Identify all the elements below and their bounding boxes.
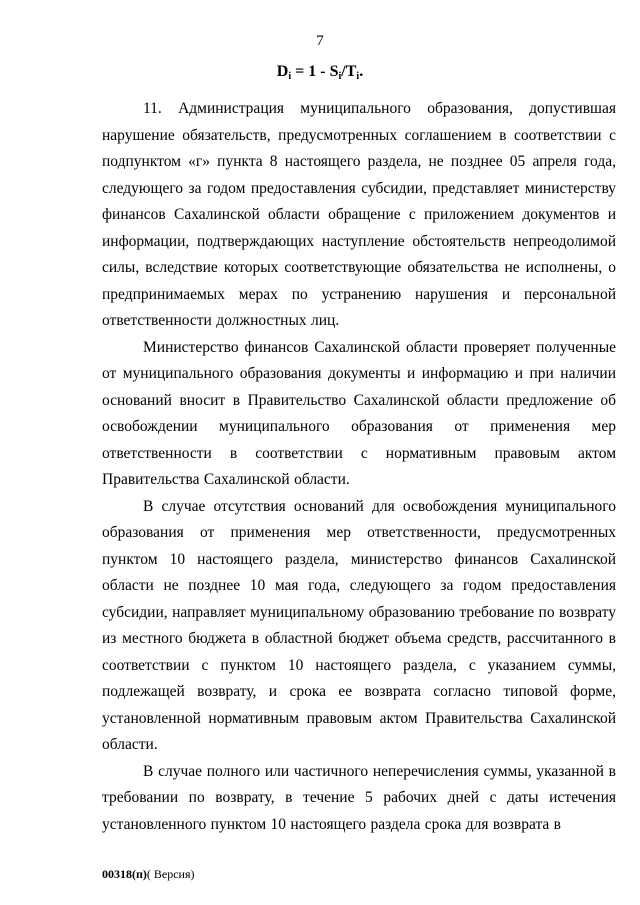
formula-s: S — [329, 63, 339, 80]
paragraph-ministry-review: Министерство финансов Сахалинской области проверяет полученные от муниципального образования документы и информацию и при наличии оснований вносит в Правительство Сахалинской области предложение об освобождении муниципального образования от применения мер ответственности в соответствии с нормативным правовым актом Правительства Сахалинской области. — [102, 338, 616, 488]
paragraph-11: 11. Администрация муниципального образования, допустившая нарушение обязательств, предусмотренных соглашением в соответствии с подпунктом «г» пункта 8 настоящего раздела, не позднее 05 апреля года, следующего за годом предоставления субсидии, представляет министерству финансов Сахалинской области обращение с приложением документов и информации, подтверждающих наступление обстоятельств непреодолимой силы, вследствие которых соответствующие обязательства не исполнены, о предпринимаемых мерах по устранению нарушения и персональной ответственности должностных лиц. — [102, 100, 616, 329]
document-version: ( Версия) — [146, 867, 195, 881]
document-code: 00318(п) — [102, 867, 147, 881]
formula-end: . — [359, 63, 364, 80]
paragraph-no-grounds: В случае отсутствия оснований для освобождения муниципального образования от применения мер ответственности, предусмотренных пунктом 10 настоящего раздела, министерство финансов Сахалинской области не позднее 10 мая года, следующего за годом предоставления субсидии, направляет муниципальному образованию требование по возврату из местного бюджета в областной бюджет объема средств, рассчитанного в соответствии с пунктом 10 настоящего раздела, с указанием суммы, подлежащей возврату, и срока ее возврата согласно типовой форме, установленной нормативным правовым актом Правительства Сахалинской области. — [102, 497, 616, 753]
formula-s-subscript: i — [338, 71, 342, 82]
formula-slash: / — [341, 63, 346, 80]
page-number: 7 — [316, 33, 324, 49]
footer — [102, 866, 195, 882]
formula-d: D — [276, 63, 289, 80]
formula-t-subscript: i — [356, 71, 360, 82]
formula-t: T — [345, 63, 357, 80]
paragraph-non-transfer: В случае полного или частичного неперечисления суммы, указанной в требовании по возврату, в течение 5 рабочих дней с даты истечения установленного пунктом 10 настоящего раздела срока для возврата в — [102, 762, 616, 833]
formula — [0, 62, 640, 82]
document-body — [102, 96, 616, 838]
formula-equals: = 1 - — [291, 63, 330, 80]
formula-d-subscript: i — [288, 71, 292, 82]
